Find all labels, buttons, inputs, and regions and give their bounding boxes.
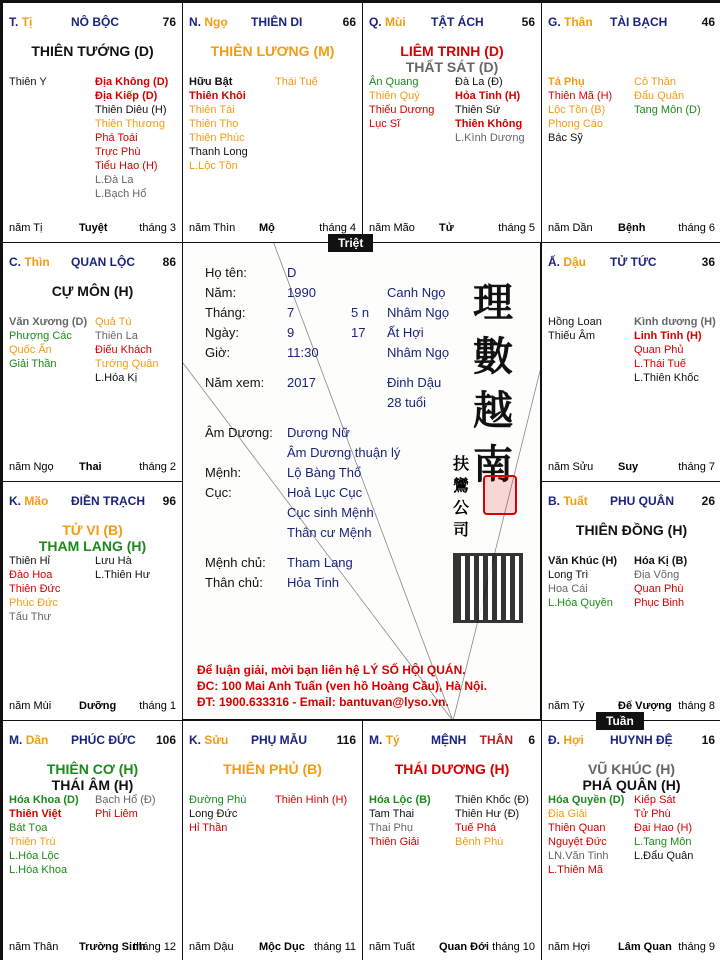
house-header: [548, 733, 715, 749]
star: Hữu Bật: [189, 76, 233, 88]
contact-line-1: Để luận giải, mời bạn liên hệ LÝ SỐ HỘI QUÁN.: [197, 663, 466, 677]
red-seal-icon: [483, 475, 517, 515]
tuan-marker: Tuần: [596, 712, 644, 730]
star: Địa Kiếp (D): [95, 90, 158, 102]
house-name: ĐIỀN TRẠCH: [71, 494, 145, 508]
house-footer: [9, 461, 176, 475]
star: L.Lộc Tồn: [189, 160, 238, 172]
house-name: PHU QUÂN: [610, 494, 675, 508]
star: Kiếp Sát: [634, 794, 676, 806]
star: Quan Phủ: [634, 344, 684, 356]
star: Tang Môn (D): [634, 104, 701, 116]
star: Hóa Lộc (B): [369, 794, 431, 806]
star: Đà La (Đ): [455, 76, 503, 88]
star: Hỏa Tinh (H): [455, 90, 521, 102]
house-month: tháng 9: [678, 941, 715, 953]
info-value: 7: [287, 305, 295, 320]
house-stage: Mộc Dục: [259, 941, 305, 953]
house-name: THIÊN DI: [251, 15, 303, 29]
house-age: 26: [701, 494, 715, 508]
stars-left: [548, 75, 612, 145]
star: Thiên Thọ: [189, 118, 239, 130]
star: Tam Thai: [369, 808, 415, 820]
info-canchi: Ất Hợi: [387, 325, 424, 340]
info-label: Tháng:: [205, 305, 246, 320]
star: Bạch Hổ (Đ): [95, 794, 156, 806]
info-label: Năm xem:: [205, 375, 265, 390]
house-year: năm Hợi: [548, 941, 591, 953]
star: Đại Hao (H): [634, 822, 693, 834]
stars-right: [634, 315, 716, 385]
house-header: [9, 494, 176, 510]
calligraphy-char: 理: [473, 279, 513, 326]
star: Đường Phù: [189, 794, 247, 806]
star: Quốc Ấn: [9, 344, 52, 356]
seal-char: 鸞: [453, 476, 470, 495]
house-footer: [548, 222, 715, 236]
star: Tấu Thư: [9, 611, 52, 623]
info-label: Năm:: [205, 285, 237, 300]
info-lunar: 5 n: [351, 305, 370, 320]
info-label: Mệnh:: [205, 465, 242, 480]
calligraphy-char: 南: [473, 441, 513, 488]
main-star: THIÊN CƠ (H): [46, 761, 139, 777]
star: Linh Tinh (H): [634, 330, 702, 342]
info-value: Cục sinh Mệnh: [287, 505, 374, 520]
stars-left: [189, 793, 246, 835]
star: L.Đẩu Quân: [634, 850, 694, 862]
house-footer: [548, 941, 715, 955]
info-canchi: Đinh Dậu: [387, 375, 442, 390]
star: Thanh Long: [189, 146, 248, 158]
house-stage: Bệnh: [618, 222, 646, 234]
can-chi: C. Thìn: [9, 255, 50, 269]
stars-right: [275, 75, 318, 89]
house-month: tháng 4: [319, 222, 356, 234]
info-canchi: Nhâm Ngọ: [387, 345, 450, 360]
info-value: 11:30: [287, 345, 319, 360]
house-age: 36: [701, 255, 715, 269]
star: Thiên Mã (H): [548, 90, 613, 102]
house-header: [548, 255, 715, 271]
stars-right: [95, 315, 159, 385]
info-value: 1990: [287, 285, 316, 300]
calligraphy-char: 越: [473, 387, 513, 434]
star: Thiên Không: [455, 118, 523, 130]
star: Nguyệt Đức: [548, 836, 607, 848]
stars-right: [634, 793, 693, 863]
star: Bác Sỹ: [548, 132, 583, 144]
house-footer: [369, 222, 535, 236]
star: Bát Tọa: [9, 822, 48, 834]
house-mao[interactable]: [2, 481, 183, 721]
stars-left: [9, 75, 47, 89]
house-dan[interactable]: [2, 720, 183, 960]
star: Phong Cáo: [548, 118, 604, 130]
star: Quan Phù: [634, 583, 684, 595]
star: Thiên Giải: [369, 836, 420, 848]
star: Tuế Phá: [455, 822, 497, 834]
house-age: 66: [342, 15, 356, 29]
house-year: năm Thân: [9, 941, 59, 953]
house-mui[interactable]: [362, 2, 542, 243]
star: Lục Sĩ: [369, 118, 401, 130]
stars-left: [548, 554, 617, 610]
star: Hoa Cái: [548, 583, 588, 595]
house-month: tháng 7: [678, 461, 715, 473]
star: Phá Toái: [95, 132, 138, 144]
star: Hóa Kị (B): [634, 555, 688, 567]
star: Thiên Tài: [189, 104, 235, 116]
house-age: 116: [336, 733, 356, 747]
star: Thiên Thương: [95, 118, 166, 130]
star: Thiên Quý: [369, 90, 420, 102]
star: L.Thái Tuế: [634, 358, 686, 370]
main-star: THIÊN LƯƠNG (M): [210, 43, 335, 59]
star: Long Trì: [548, 569, 589, 581]
info-label: Họ tên:: [205, 265, 247, 280]
house-header: [548, 494, 715, 510]
star: Tướng Quân: [95, 358, 159, 370]
star: Thiên Sứ: [455, 104, 501, 116]
house-ngo[interactable]: [182, 2, 363, 243]
house-stage: Lâm Quan: [618, 941, 672, 953]
house-age: 6: [528, 733, 535, 747]
than-label: THÂN: [479, 733, 513, 747]
main-star: TỬ VI (B): [62, 522, 123, 538]
can-chi: K. Mão: [9, 494, 49, 508]
can-chi: Đ. Hợi: [548, 733, 584, 747]
house-stage: Dưỡng: [79, 700, 117, 712]
info-value: Hoả Lục Cục: [287, 485, 363, 500]
house-hoi[interactable]: [541, 720, 720, 960]
house-month: tháng 3: [139, 222, 176, 234]
can-chi: M. Dần: [9, 733, 49, 747]
star: Trực Phù: [95, 146, 141, 158]
info-label: Mệnh chủ:: [205, 555, 266, 570]
house-age: 16: [701, 733, 715, 747]
star: Tử Phù: [634, 808, 671, 820]
star: Phi Liêm: [95, 808, 138, 820]
house-month: tháng 10: [492, 941, 535, 953]
house-name: MỆNH: [431, 733, 467, 747]
house-age: 86: [162, 255, 176, 269]
house-name: TỬ TỨC: [610, 255, 657, 269]
star: Văn Xương (D): [9, 316, 88, 328]
house-month: tháng 2: [139, 461, 176, 473]
house-footer: [548, 461, 715, 475]
star: Thiên Hình (H): [275, 794, 348, 806]
star: Thiên Quan: [548, 822, 606, 834]
house-month: tháng 1: [139, 700, 176, 712]
house-footer: [9, 941, 176, 955]
house-ty[interactable]: [362, 720, 542, 960]
contact-line-2: ĐC: 100 Mai Anh Tuấn (ven hồ Hoàng Cầu), Hà Nội.: [197, 679, 488, 693]
stars-right: [455, 793, 529, 849]
star: Phượng Các: [9, 330, 72, 342]
star: Thái Tuế: [275, 76, 318, 88]
house-stage: Suy: [618, 461, 639, 473]
star: Ân Quang: [369, 76, 419, 88]
house-stage: Đế Vượng: [618, 700, 672, 712]
star: Phục Binh: [634, 597, 685, 609]
seal-char: 司: [453, 520, 470, 539]
star: Thiên Phúc: [189, 132, 245, 144]
calligraphy-char: 數: [473, 333, 513, 380]
house-age: 56: [521, 15, 535, 29]
star: Thiên Hư (Đ): [455, 808, 520, 820]
star: Đẩu Quân: [634, 90, 685, 102]
info-value: Âm Dương thuận lý: [287, 445, 401, 460]
house-stage: Tử: [439, 222, 454, 234]
info-value: 9: [287, 325, 295, 340]
house-header: [9, 15, 176, 31]
stars-right: [95, 554, 150, 582]
house-name: QUAN LỘC: [71, 255, 135, 269]
star: Địa Không (D): [95, 76, 169, 88]
seal-char: 扶: [453, 454, 470, 473]
star: Hồng Loan: [548, 316, 602, 328]
house-name: PHỤ MẪU: [251, 733, 307, 747]
can-chi: T. Tị: [9, 15, 33, 29]
house-footer: [189, 941, 356, 955]
can-chi: Ấ. Dậu: [548, 255, 587, 269]
star: L.Hóa Lộc: [9, 850, 60, 862]
house-year: năm Tị: [9, 222, 43, 234]
stars-left: [369, 75, 434, 131]
star: Thiên Diêu (H): [95, 104, 167, 116]
house-thin[interactable]: [2, 242, 183, 482]
house-name: HUYNH ĐỆ: [610, 733, 673, 747]
star: Điếu Khách: [95, 344, 152, 356]
star: Giải Thần: [9, 358, 57, 370]
house-dau[interactable]: [541, 242, 720, 482]
house-year: năm Dần: [548, 222, 593, 234]
star: Thiên Khốc (Đ): [455, 794, 529, 806]
house-than[interactable]: [541, 2, 720, 243]
stars-left: [548, 315, 602, 343]
info-label: Cục:: [205, 485, 232, 500]
house-age: 76: [162, 15, 176, 29]
star: Thiên Khôi: [189, 90, 246, 102]
info-label: Giờ:: [205, 345, 231, 360]
star: Hóa Quyền (D): [548, 794, 625, 806]
house-month: tháng 12: [133, 941, 176, 953]
main-star: LIÊM TRINH (D): [400, 43, 504, 59]
house-stage: Mộ: [259, 222, 275, 234]
main-star: THẤT SÁT (D): [405, 59, 499, 75]
star: Thiên Y: [9, 76, 47, 88]
star: Thiên Đức: [9, 583, 61, 595]
house-month: tháng 8: [678, 700, 715, 712]
star: Văn Khúc (H): [548, 555, 618, 567]
info-label: Thân chủ:: [205, 575, 263, 590]
house-year: năm Tý: [548, 700, 585, 712]
house-year: năm Mão: [369, 222, 415, 234]
main-star: PHÁ QUÂN (H): [582, 777, 681, 793]
main-star: CỰ MÔN (H): [51, 283, 134, 299]
house-header: [9, 733, 176, 749]
can-chi: K. Sửu: [189, 733, 229, 747]
stars-left: [189, 75, 248, 173]
house-stage: Tuyệt: [79, 222, 108, 234]
info-canchi: Nhâm Ngọ: [387, 305, 450, 320]
can-chi: Q. Mùi: [369, 15, 406, 29]
main-star: THÁI ÂM (H): [51, 777, 134, 793]
house-year: năm Tuất: [369, 941, 415, 953]
house-header: [189, 15, 356, 31]
chart-center-panel: [182, 242, 541, 720]
house-year: năm Dậu: [189, 941, 234, 953]
house-stage: Quan Đới: [439, 941, 489, 953]
info-value: D: [287, 265, 297, 280]
house-ti[interactable]: [2, 2, 183, 243]
main-star: VŨ KHÚC (H): [587, 761, 676, 777]
can-chi: M. Tý: [369, 733, 400, 747]
house-stage: Thai: [79, 461, 102, 473]
house-header: [369, 15, 535, 31]
stars-right: [275, 793, 347, 807]
house-stage: Trường Sinh: [79, 941, 146, 953]
star: Thai Phụ: [369, 822, 414, 834]
house-month: tháng 11: [313, 941, 356, 953]
stars-left: [9, 315, 87, 371]
star: Long Đức: [189, 808, 238, 820]
star: Lộc Tồn (B): [548, 104, 606, 116]
house-age: 106: [155, 733, 176, 747]
star: L.Thiên Khốc: [634, 372, 699, 384]
star: LN.Văn Tinh: [548, 850, 609, 862]
main-star: THIÊN ĐỒNG (H): [575, 522, 688, 538]
star: Thiên Hỉ: [9, 555, 50, 567]
info-label: Âm Dương:: [205, 425, 273, 440]
house-header: [548, 15, 715, 31]
star: Tả Phụ: [548, 76, 585, 88]
main-star: THIÊN PHỦ (B): [223, 761, 322, 777]
main-star: THAM LANG (H): [38, 538, 147, 554]
can-chi: B. Tuất: [548, 494, 588, 508]
house-year: năm Ngọ: [9, 461, 54, 473]
info-value: 2017: [287, 375, 316, 390]
star: Thiếu Âm: [548, 330, 596, 342]
info-value: Hỏa Tinh: [287, 575, 340, 590]
house-header: [189, 733, 356, 749]
info-canchi: Canh Ngọ: [387, 285, 446, 300]
main-star: THIÊN TƯỚNG (D): [31, 43, 154, 59]
star: Bệnh Phù: [455, 836, 504, 848]
star: L.Hóa Kị: [95, 372, 138, 384]
info-canchi: 28 tuổi: [387, 395, 427, 410]
stars-left: [548, 793, 624, 877]
info-value: Lộ Bàng Thổ: [287, 465, 362, 480]
main-star: THÁI DƯƠNG (H): [394, 761, 510, 777]
star: Thiên Trù: [9, 836, 56, 848]
star: L.Kình Dương: [455, 132, 525, 144]
house-month: tháng 6: [678, 222, 715, 234]
star: L.Bạch Hổ: [95, 188, 147, 200]
house-header: [369, 733, 535, 749]
house-name: PHÚC ĐỨC: [71, 733, 136, 747]
star: Lưu Hà: [95, 555, 132, 567]
star: L.Đà La: [95, 174, 134, 186]
house-suu[interactable]: [182, 720, 363, 960]
info-value: Tham Lang: [287, 555, 353, 570]
star: Phúc Đức: [9, 597, 58, 609]
star: Thiên La: [95, 330, 138, 342]
qr-code-icon[interactable]: [453, 553, 523, 623]
house-name: TẬT ÁCH: [431, 15, 484, 29]
stars-left: [369, 793, 431, 849]
can-chi: G. Thân: [548, 15, 593, 29]
stars-right: [95, 793, 156, 821]
star: Địa Giải: [548, 808, 588, 820]
stars-right: [95, 75, 168, 201]
stars-right: [634, 554, 687, 610]
house-footer: [9, 700, 176, 714]
info-value: Dương Nữ: [287, 425, 350, 440]
star: Đào Hoa: [9, 569, 53, 581]
star: L.Hóa Quyền: [548, 597, 613, 609]
house-year: năm Sửu: [548, 461, 594, 473]
house-year: năm Thìn: [189, 222, 236, 234]
triet-marker: Triệt: [328, 234, 373, 252]
house-name: NÔ BỘC: [71, 15, 119, 29]
star: Hỉ Thần: [189, 822, 228, 834]
house-month: tháng 5: [498, 222, 535, 234]
house-age: 46: [701, 15, 715, 29]
star: Địa Võng: [634, 569, 680, 581]
info-label: Ngày:: [205, 325, 239, 340]
contact-line-3[interactable]: ĐT: 1900.633316 - Email: bantuvan@lyso.vn.: [197, 695, 449, 709]
house-name: TÀI BẠCH: [610, 15, 668, 29]
star: L.Tang Môn: [634, 836, 692, 848]
star: Hóa Khoa (D): [9, 794, 79, 806]
stars-left: [9, 554, 60, 624]
star: Cô Thần: [634, 76, 676, 88]
house-footer: [369, 941, 535, 955]
house-year: năm Mùi: [9, 700, 52, 712]
star: Kình dương (H): [634, 316, 716, 328]
star: Thiên Việt: [9, 808, 62, 820]
star: Quả Tú: [95, 316, 132, 328]
house-age: 96: [162, 494, 176, 508]
star: Tiểu Hao (H): [95, 160, 158, 172]
star: L.Thiên Mã: [548, 864, 604, 876]
info-value: Thân cư Mệnh: [287, 525, 372, 540]
stars-left: [9, 793, 79, 877]
star: L.Thiên Hư: [95, 569, 151, 581]
house-header: [9, 255, 176, 271]
can-chi: N. Ngọ: [189, 15, 228, 29]
stars-right: [455, 75, 525, 145]
star: Thiếu Dương: [369, 104, 435, 116]
info-lunar: 17: [351, 325, 366, 340]
house-tuat[interactable]: [541, 481, 720, 721]
star: L.Hóa Khoa: [9, 864, 68, 876]
seal-char: 公: [453, 498, 470, 517]
stars-right: [634, 75, 701, 117]
house-footer: [9, 222, 176, 236]
